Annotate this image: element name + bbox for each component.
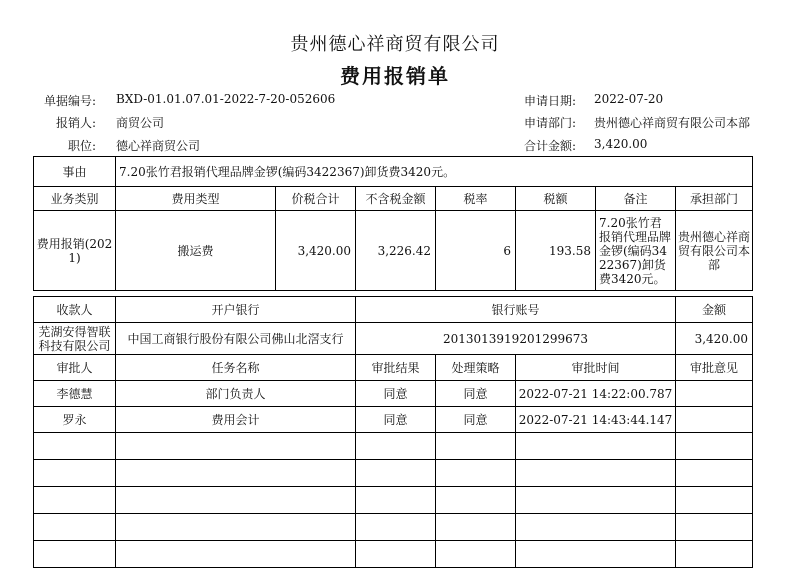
dept-value: 贵州德心祥商贸有限公司本部 bbox=[594, 116, 751, 130]
expense-net: 3,226.42 bbox=[356, 211, 436, 291]
payee-name: 芜湖安得智联科技有限公司 bbox=[34, 323, 116, 355]
total-label: 合计金额: bbox=[524, 139, 577, 153]
empty-row bbox=[34, 541, 753, 568]
expense-total: 3,420.00 bbox=[276, 211, 356, 291]
table-row bbox=[34, 407, 753, 433]
expense-dept: 贵州德心祥商贸有限公司本部 bbox=[676, 211, 753, 291]
expense-table bbox=[33, 156, 753, 291]
payee-bank: 中国工商银行股份有限公司佛山北滘支行 bbox=[116, 323, 356, 355]
approver: 罗永 bbox=[34, 407, 116, 433]
expense-type: 搬运费 bbox=[116, 211, 276, 291]
applicant-label: 报销人: bbox=[55, 116, 96, 130]
expense-category: 费用报销(2021) bbox=[34, 211, 116, 291]
payee-header-amount: 金额 bbox=[676, 297, 753, 323]
header-rate: 税率 bbox=[436, 187, 516, 211]
approval-header-approver: 审批人 bbox=[34, 355, 116, 381]
reason-text: 7.20张竹君报销代理品牌金锣(编码3422367)卸货费3420元。 bbox=[116, 157, 753, 187]
reason-label: 事由 bbox=[34, 157, 116, 187]
expense-note: 7.20张竹君报销代理品牌金锣(编码3422367)卸货费3420元。 bbox=[596, 211, 676, 291]
empty-row bbox=[34, 433, 753, 460]
approval-header-strategy: 处理策略 bbox=[436, 355, 516, 381]
header-note: 备注 bbox=[596, 187, 676, 211]
empty-row bbox=[34, 487, 753, 514]
approval-time: 2022-07-21 14:43:44.147 bbox=[516, 407, 676, 433]
approval-header-task: 任务名称 bbox=[116, 355, 356, 381]
doc-no-label: 单据编号: bbox=[43, 94, 96, 108]
approval-strategy: 同意 bbox=[436, 407, 516, 433]
payee-header-name: 收款人 bbox=[34, 297, 116, 323]
company-name: 贵州德心祥商贸有限公司 bbox=[290, 34, 500, 55]
approval-header-result: 审批结果 bbox=[356, 355, 436, 381]
header-tax: 税额 bbox=[516, 187, 596, 211]
payee-approval-table bbox=[33, 296, 753, 568]
total-value: 3,420.00 bbox=[594, 137, 648, 151]
approval-header-time: 审批时间 bbox=[516, 355, 676, 381]
approval-result: 同意 bbox=[356, 381, 436, 407]
doc-no-value: BXD-01.01.07.01-2022-7-20-052606 bbox=[116, 92, 336, 106]
apply-date-value: 2022-07-20 bbox=[594, 92, 664, 106]
table-row bbox=[34, 381, 753, 407]
task-name: 部门负责人 bbox=[116, 381, 356, 407]
document-title: 费用报销单 bbox=[340, 64, 450, 88]
payee-header-account: 银行账号 bbox=[356, 297, 676, 323]
empty-row bbox=[34, 514, 753, 541]
approval-opinion bbox=[676, 407, 753, 433]
dept-label: 申请部门: bbox=[524, 116, 577, 130]
header-total: 价税合计 bbox=[276, 187, 356, 211]
applicant-value: 商贸公司 bbox=[116, 116, 165, 130]
expense-rate: 6 bbox=[436, 211, 516, 291]
apply-date-label: 申请日期: bbox=[524, 94, 577, 108]
approval-opinion bbox=[676, 381, 753, 407]
position-value: 德心祥商贸公司 bbox=[116, 139, 201, 153]
empty-row bbox=[34, 460, 753, 487]
task-name: 费用会计 bbox=[116, 407, 356, 433]
header-type: 费用类型 bbox=[116, 187, 276, 211]
payee-account: 2013013919201299673 bbox=[356, 323, 676, 355]
approver: 李德慧 bbox=[34, 381, 116, 407]
header-category: 业务类别 bbox=[34, 187, 116, 211]
expense-tax: 193.58 bbox=[516, 211, 596, 291]
approval-header-opinion: 审批意见 bbox=[676, 355, 753, 381]
header-net: 不含税金额 bbox=[356, 187, 436, 211]
approval-result: 同意 bbox=[356, 407, 436, 433]
header-dept: 承担部门 bbox=[676, 187, 753, 211]
payee-header-bank: 开户银行 bbox=[116, 297, 356, 323]
position-label: 职位: bbox=[67, 139, 96, 153]
approval-strategy: 同意 bbox=[436, 381, 516, 407]
approval-time: 2022-07-21 14:22:00.787 bbox=[516, 381, 676, 407]
payee-amount: 3,420.00 bbox=[676, 323, 753, 355]
